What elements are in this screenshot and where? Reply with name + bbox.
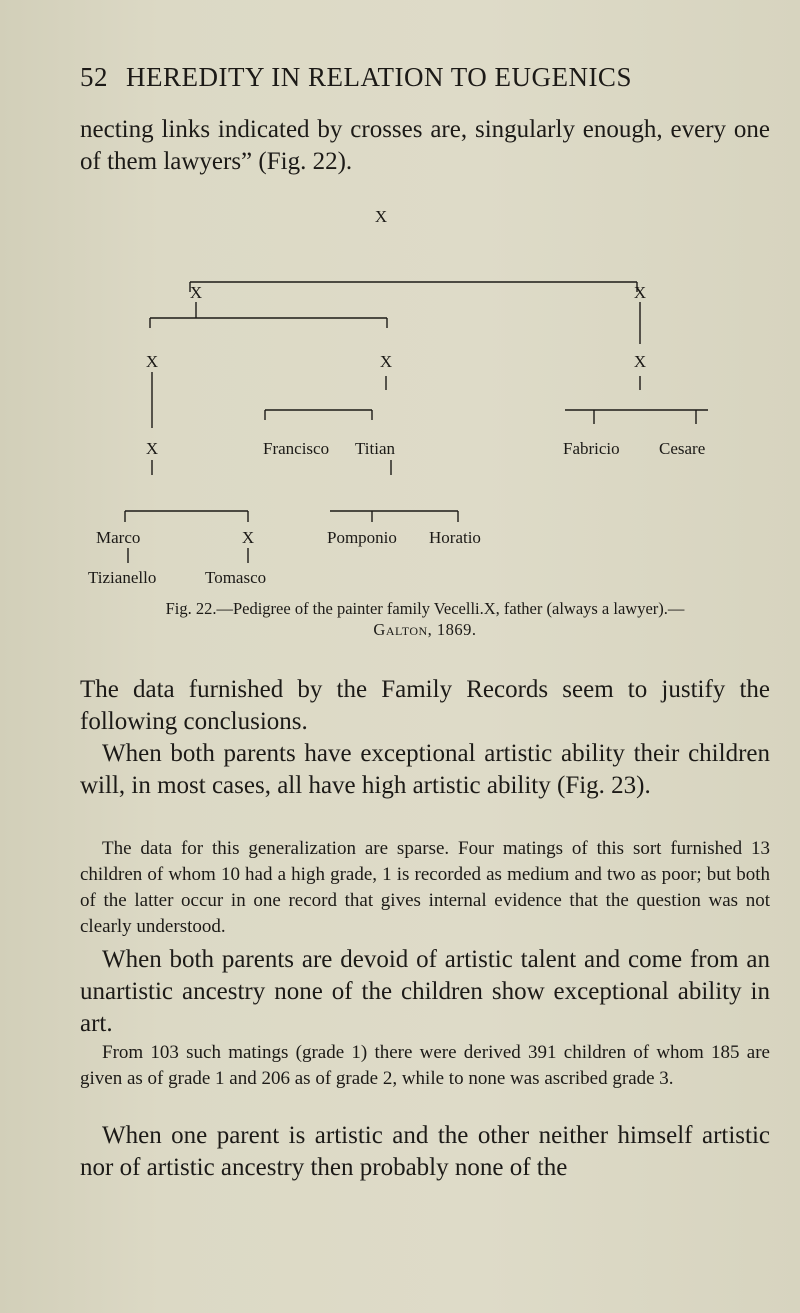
node-gen3-b: X (379, 352, 393, 371)
paragraph-2: When both parents have exceptional artistic ability their children will, in most cases, all have high artistic ability (Fig. 23). (80, 740, 770, 799)
node-francisco: Francisco (263, 439, 330, 458)
figure-caption (80, 598, 770, 640)
paragraph-3-small: The data for this generalization are sparse. Four matings of this sort furnished 13 children of whom 10 had a high grade, 1 is recorded as medium and two as poor; but both of the latter occur in one record that gives internal evidence that the question was not clearly understood. (80, 838, 770, 937)
node-tizianello: Tizianello (88, 568, 157, 587)
pedigree-diagram (0, 0, 800, 600)
node-gen3-a: X (145, 352, 159, 371)
paragraph-5-small: From 103 such matings (grade 1) there were derived 391 children of whom 185 are given as of grade 1 and 206 as of grade 2, while to none was ascribed grade 3. (80, 1042, 770, 1089)
node-gen2-right: X (633, 283, 647, 302)
paragraph-4: When both parents are devoid of artistic talent and come from an unartistic ancestry none of the children show exceptional ability in art. (80, 946, 770, 1037)
node-pomponio: Pomponio (327, 528, 397, 547)
node-gen4-a: X (145, 439, 159, 458)
node-gen2-left: X (189, 283, 203, 302)
running-title: HEREDITY IN RELATION TO EUGENICS (126, 62, 632, 92)
caption-text: Fig. 22.—Pedigree of the painter family Vecelli.X, father (always a lawyer).— (165, 599, 685, 618)
caption-author: Galton, 1869. (373, 620, 477, 639)
node-gen3-c: X (633, 352, 647, 371)
node-titian: Titian (355, 439, 396, 458)
node-horatio: Horatio (429, 528, 481, 547)
paragraph-1: The data furnished by the Family Records seem to justify the following conclusions. (80, 676, 770, 735)
intro-text: necting links indicated by crosses are, singularly enough, every one of them lawyers” (Fig. 22). (80, 116, 770, 175)
node-gen5-x: X (241, 528, 255, 547)
node-root: X (374, 207, 388, 226)
node-fabricio: Fabricio (563, 439, 620, 458)
node-cesare: Cesare (659, 439, 706, 458)
node-tomasco: Tomasco (205, 568, 267, 587)
page-number: 52 (80, 62, 108, 92)
node-marco: Marco (96, 528, 141, 547)
paragraph-6: When one parent is artistic and the other neither himself artistic nor of artistic ancestry then probably none of the (80, 1122, 770, 1181)
